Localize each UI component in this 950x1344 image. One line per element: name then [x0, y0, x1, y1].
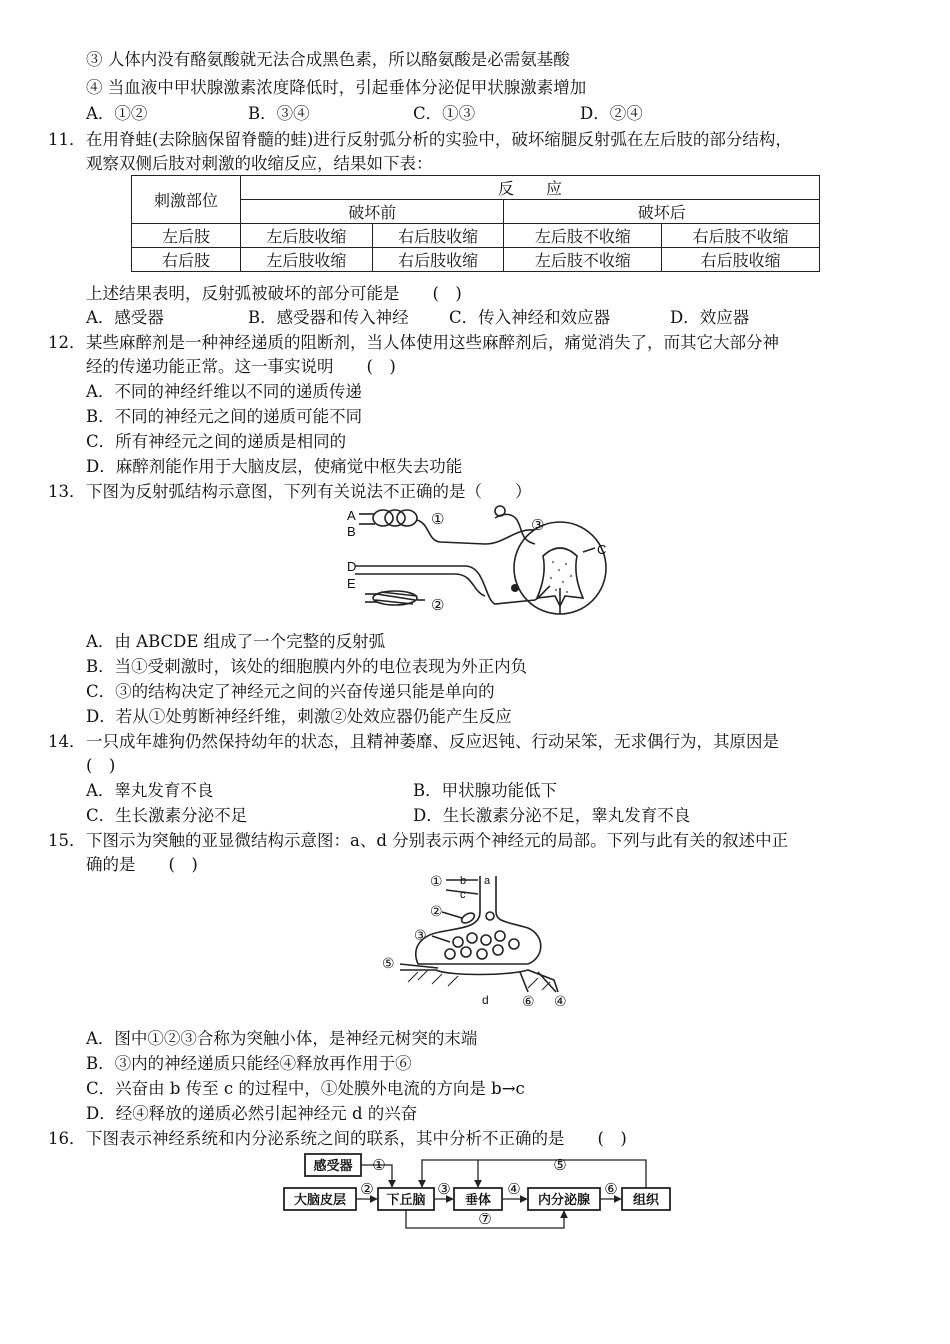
q15-option-b: B．③内的神经递质只能经④释放再作用于⑥: [86, 1054, 412, 1073]
table-row: [132, 224, 820, 248]
endocrine-label: 内分泌腺: [537, 1192, 591, 1207]
q10-statement-4: ④ 当血液中甲状腺激素浓度降低时，引起垂体分泌促甲状腺激素增加: [86, 78, 587, 97]
q15-option-a: A．图中①②③合称为突触小体，是神经元树突的末端: [86, 1029, 478, 1048]
header-stimulus-site: 刺激部位: [132, 176, 241, 224]
table-cell: 右后肢收缩: [372, 248, 504, 272]
q13-number: 13．: [48, 482, 86, 501]
label-b: b: [460, 875, 467, 887]
label-3: ③: [414, 927, 427, 943]
q14-option-d: D．生长激素分泌不足，睾丸发育不良: [413, 806, 691, 825]
label-d: D: [347, 559, 357, 574]
q13-option-c: C．③的结构决定了神经元之间的兴奋传递只能是单向的: [86, 682, 495, 701]
arrow-label-7: ⑦: [478, 1211, 492, 1228]
q12-option-a: A．不同的神经纤维以不同的递质传递: [86, 382, 362, 401]
q10-option-d: D．②④: [580, 104, 643, 123]
q12-option-c: C．所有神经元之间的递质是相同的: [86, 432, 347, 451]
arrow-label-2: ②: [360, 1181, 374, 1198]
q14-option-c: C．生长激素分泌不足: [86, 806, 248, 825]
table-cell: 左后肢: [132, 224, 241, 248]
q10-option-b: B．③④: [248, 104, 310, 123]
header-before-destruction: 破坏前: [241, 200, 504, 224]
table-cell: 左后肢不收缩: [504, 248, 662, 272]
q15-stem-line2: 确的是 ( ): [86, 855, 198, 874]
synapse-diagram: [378, 872, 578, 1012]
q15-option-d: D．经④释放的递质必然引起神经元 d 的兴奋: [86, 1104, 418, 1123]
table-cell: 左后肢收缩: [241, 248, 373, 272]
header-reaction: 反 应: [241, 176, 820, 200]
q11-number: 11．: [48, 130, 86, 149]
q12-stem-line1: 某些麻醉剂是一种神经递质的阻断剂，当人体使用这些麻醉剂后，痛觉消失了，而其它大部分神: [86, 333, 779, 352]
label-b: B: [347, 524, 356, 539]
label-2: ②: [430, 903, 443, 919]
cortex-label: 大脑皮层: [293, 1192, 347, 1207]
label-1: ①: [430, 873, 443, 889]
q11-stem-line1: 在用脊蛙(去除脑保留脊髓的蛙)进行反射弧分析的实验中，破坏缩腿反射弧在左后肢的部分结构，: [86, 130, 792, 149]
q16-number: 16．: [48, 1129, 86, 1148]
arrow-label-1: ①: [372, 1157, 386, 1174]
reflex-arc-diagram: [345, 500, 615, 620]
label-d: d: [482, 993, 489, 1007]
label-1: ①: [431, 511, 445, 528]
label-2: ②: [431, 597, 445, 614]
q16-stem: 下图表示神经系统和内分泌系统之间的联系，其中分析不正确的是 ( ): [86, 1129, 627, 1148]
label-4: ④: [554, 993, 567, 1009]
q12-option-d: D．麻醉剂能作用于大脑皮层，使痛觉中枢失去功能: [86, 457, 463, 476]
q12-number: 12．: [48, 333, 86, 352]
label-6: ⑥: [522, 993, 535, 1009]
q13-stem: 下图为反射弧结构示意图，下列有关说法不正确的是（ ）: [86, 482, 532, 501]
q13-option-b: B．当①受刺激时，该处的细胞膜内外的电位表现为外正内负: [86, 657, 528, 676]
q11-option-a: A．感受器: [86, 308, 164, 327]
q15-number: 15．: [48, 831, 86, 850]
receptor-label: 感受器: [313, 1158, 353, 1173]
q10-option-a: A．①②: [86, 104, 148, 123]
table-cell: 右后肢收缩: [662, 248, 820, 272]
tissue-label: 组织: [632, 1192, 660, 1207]
pituitary-label: 垂体: [464, 1192, 492, 1207]
q11-result-table: [131, 175, 820, 272]
table-cell: 左后肢不收缩: [504, 224, 662, 248]
label-a: a: [484, 875, 491, 887]
q12-option-b: B．不同的神经元之间的递质可能不同: [86, 407, 363, 426]
q15-option-c: C．兴奋由 b 传至 c 的过程中，①处膜外电流的方向是 b→c: [86, 1079, 525, 1098]
q11-option-d: D．效应器: [670, 308, 750, 327]
label-5: ⑤: [382, 955, 395, 971]
table-cell: 右后肢: [132, 248, 241, 272]
q14-option-b: B．甲状腺功能低下: [413, 781, 558, 800]
label-a: A: [347, 508, 356, 523]
q11-stem-line2: 观察双侧后肢对刺激的收缩反应，结果如下表：: [86, 154, 433, 173]
q12-stem-line2: 经的传递功能正常。这一事实说明 ( ): [86, 357, 396, 376]
label-c: c: [460, 889, 466, 901]
table-cell: 右后肢收缩: [372, 224, 504, 248]
label-c: C: [597, 542, 607, 557]
label-e: E: [347, 576, 356, 591]
q13-option-d: D．若从①处剪断神经纤维，刺激②处效应器仍能产生反应: [86, 707, 512, 726]
q10-option-c: C．①③: [413, 104, 476, 123]
q10-statement-3: ③ 人体内没有酪氨酸就无法合成黑色素，所以酪氨酸是必需氨基酸: [86, 50, 570, 69]
q13-option-a: A．由 ABCDE 组成了一个完整的反射弧: [86, 632, 386, 651]
neuro-endocrine-diagram: [280, 1150, 680, 1235]
q14-stem-line1: 一只成年雄狗仍然保持幼年的状态，且精神萎靡、反应迟钝、行动呆笨，无求偶行为，其原因是: [86, 732, 779, 751]
q14-option-a: A．睾丸发育不良: [86, 781, 214, 800]
arrow-label-6: ⑥: [604, 1181, 618, 1198]
q11-option-c: C．传入神经和效应器: [449, 308, 611, 327]
table-cell: 左后肢收缩: [241, 224, 373, 248]
header-after-destruction: 破坏后: [504, 200, 820, 224]
arrow-label-3: ③: [437, 1181, 451, 1198]
arrow-label-4: ④: [507, 1181, 521, 1198]
label-3: ③: [531, 517, 545, 534]
table-cell: 右后肢不收缩: [662, 224, 820, 248]
table-row: [132, 248, 820, 272]
arrow-label-5: ⑤: [553, 1157, 567, 1174]
hypothalamus-label: 下丘脑: [386, 1192, 426, 1207]
q14-stem-line2: ( ): [86, 756, 116, 775]
q11-option-b: B．感受器和传入神经: [248, 308, 409, 327]
q14-number: 14．: [48, 732, 86, 751]
q15-stem-line1: 下图示为突触的亚显微结构示意图：a、d 分别表示两个神经元的局部。下列与此有关的叙述中正: [86, 831, 789, 850]
q11-ask: 上述结果表明，反射弧被破坏的部分可能是 ( ): [86, 284, 462, 303]
